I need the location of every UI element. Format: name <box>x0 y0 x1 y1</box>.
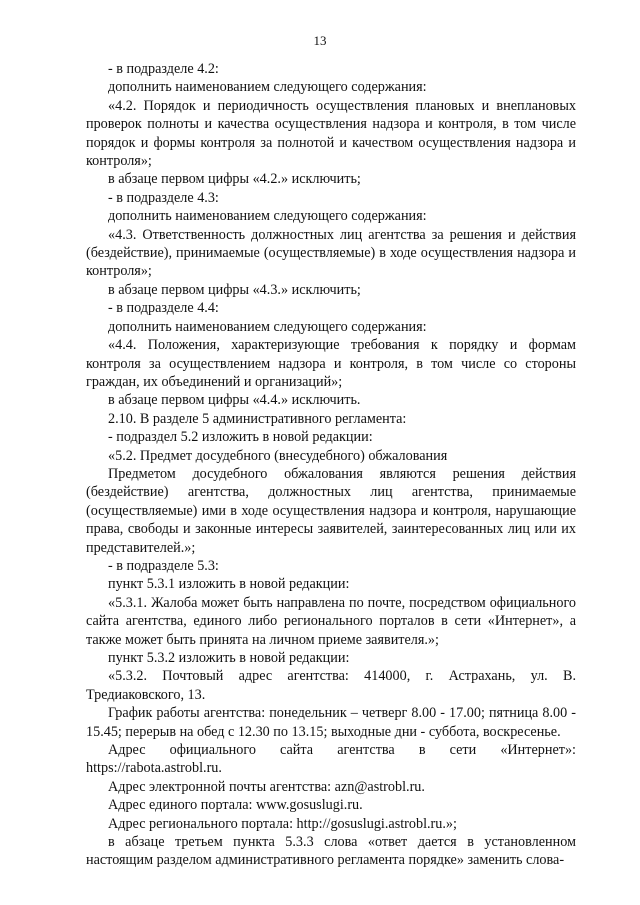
paragraph: 2.10. В разделе 5 административного регламента: <box>108 410 407 427</box>
paragraph: в абзаце первом цифры «4.4.» исключить. <box>108 392 361 409</box>
paragraph: в абзаце первом цифры «4.2.» исключить; <box>108 171 361 188</box>
document-body <box>86 60 576 870</box>
paragraph: Адрес единого портала: www.gosuslugi.ru. <box>108 797 363 814</box>
paragraph: Адрес официального сайта агентства в сети «Интернет»: https://rabota.astrobl.ru. <box>86 742 576 777</box>
paragraph: дополнить наименованием следующего содержания: <box>108 208 427 225</box>
paragraph: - в подразделе 4.4: <box>108 300 219 317</box>
paragraph: - в подразделе 4.3: <box>108 189 219 206</box>
page-number: 13 <box>313 33 327 48</box>
paragraph: «5.3.2. Почтовый адрес агентства: 414000, г. Астрахань, ул. В. Тредиаковского, 13. <box>86 668 576 703</box>
paragraph: в абзаце первом цифры «4.3.» исключить; <box>108 281 361 298</box>
paragraph: Адрес электронной почты агентства: azn@astrobl.ru. <box>108 778 425 795</box>
paragraph: дополнить наименованием следующего содержания: <box>108 79 427 96</box>
paragraph: - в подразделе 4.2: <box>108 61 219 77</box>
paragraph: «4.4. Положения, характеризующие требования к порядку и формам контроля за осуществлением надзора и контроля, в том числе со стороны граждан, их объединений и организаций»; <box>86 337 576 390</box>
paragraph: Предметом досудебного обжалования являются решения действия (бездействие) агентства, должностных лиц агентства, принимаемые (осуществляемые) ими в ходе осуществления надзора и контроля, нарушающие права, свободы и законные интересы заявителей, заинтересованных лиц или их представителей.»; <box>86 465 576 556</box>
paragraph: «4.2. Порядок и периодичность осуществления плановых и внеплановых проверок полноты и качества осуществления надзора и контроля, в том числе порядок и формы контроля за полнотой и качеством осуществления надзора и контроля»; <box>86 97 576 170</box>
paragraph: - в подразделе 5.3: <box>108 557 219 574</box>
paragraph: пункт 5.3.2 изложить в новой редакции: <box>108 650 350 666</box>
paragraph: «4.3. Ответственность должностных лиц агентства за решения и действия (бездействие), принимаемые (осуществляемые) в ходе осуществления надзора и контроля»; <box>86 226 576 280</box>
paragraph: в абзаце третьем пункта 5.3.3 слова «ответ дается в установленном настоящим разделом административного регламента порядке» заменить слова- <box>86 834 576 869</box>
paragraph: Адрес регионального портала: http://gosuslugi.astrobl.ru.»; <box>108 815 457 832</box>
paragraph: «5.3.1. Жалоба может быть направлена по почте, посредством официального сайта агентства, единого либо регионального порталов в сети «Интернет», а также может быть принята на личном приеме заявителя.»; <box>86 594 576 648</box>
paragraph: дополнить наименованием следующего содержания: <box>108 318 427 335</box>
paragraph: пункт 5.3.1 изложить в новой редакции: <box>108 576 350 593</box>
paragraph: «5.2. Предмет досудебного (внесудебного) обжалования <box>108 447 448 464</box>
paragraph: График работы агентства: понедельник – четверг 8.00 - 17.00; пятница 8.00 - 15.45; перерыв на обед с 12.30 по 13.15; выходные дни - суббота, воскресенье. <box>86 705 576 740</box>
paragraph: - подраздел 5.2 изложить в новой редакции: <box>108 429 373 446</box>
